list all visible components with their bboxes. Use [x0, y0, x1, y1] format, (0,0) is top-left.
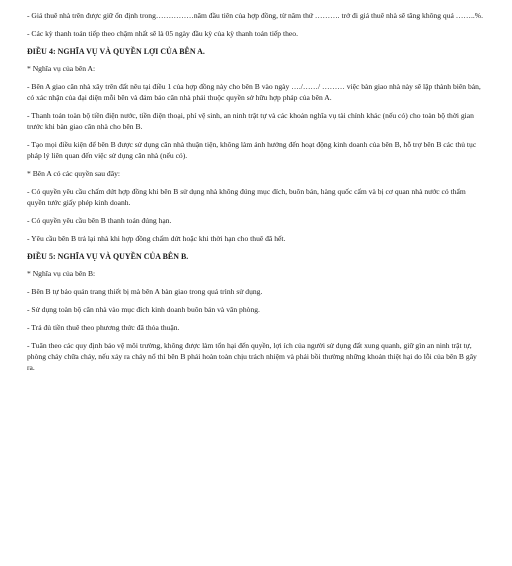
- paragraph-a-terminate: - Có quyền yêu cầu chấm dứt hợp đồng khi bên B sử dụng nhà không đúng mục đích, buôn bán, hàng quốc cấm và bị cơ quan nhà nước có thẩm quyền tước giấy phép kinh doanh.: [27, 186, 466, 208]
- paragraph-a-return-house: - Yêu cầu bên B trả lại nhà khi hợp đồng chấm dứt hoặc khi thời hạn cho thuê đã hết.: [27, 233, 286, 243]
- heading-article-4: ĐIỀU 4: NGHĨA VỤ VÀ QUYỀN LỢI CỦA BÊN A.: [27, 46, 205, 56]
- subheading-party-a-obligations: * Nghĩa vụ của bên A:: [27, 64, 96, 74]
- paragraph-a-support: - Tạo mọi điều kiện để bên B được sử dụng căn nhà thuận tiện, không làm ảnh hưởng đến hoạt động kinh doanh của bên B, hỗ trợ bên B các thủ tục pháp lý liên quan đến việc sử dụng căn nhà (nếu có).: [27, 140, 477, 161]
- subheading-party-b-obligations: * Nghĩa vụ của bên B:: [27, 269, 96, 279]
- paragraph-b-environment: - Tuân theo các quy định bảo vệ môi trường, không được làm tổn hại đến quyền, lợi ích của người sử dụng đất xung quanh, giữ gìn an ninh trật tự, phòng cháy chữa cháy, nếu xảy ra cháy nổ thì bên B phải hoàn toàn chịu trách nhiệm và phải bồi thường những khoản thiệt hại do lỗi của bên B gây ra.: [27, 340, 477, 372]
- paragraph-a-pay-utilities: - Thanh toán toàn bộ tiền điện nước, tiền điện thoại, phí vệ sinh, an ninh trật tự và các khoản nghĩa vụ tài chính khác (nếu có) cho toàn bộ thời gian trước khi bàn giao căn nhà cho bên B.: [27, 111, 474, 132]
- paragraph-a-handover: - Bên A giao căn nhà xây trên đất nêu tại điều 1 của hợp đồng này cho bên B vào ngày …./……/ ……… việc bàn giao nhà này sẽ lập thành biên bản, có xác nhận của đại diện mỗi bên và đảm bảo căn nhà phải thuộc quyền sở hữu hợp pháp của bên A.: [27, 82, 481, 103]
- subheading-party-a-rights: * Bên A có các quyền sau đây:: [27, 169, 120, 179]
- paragraph-b-preserve-equipment: - Bên B tự bảo quản trang thiết bị mà bên A bàn giao trong quá trình sử dụng.: [27, 287, 263, 297]
- paragraph-payment-deadline: - Các kỳ thanh toán tiếp theo chậm nhất sẽ là 05 ngày đầu kỳ của kỳ thanh toán tiếp theo.: [27, 28, 298, 38]
- paragraph-rent-stability: - Giá thuê nhà trên được giữ ổn định trong……………năm đầu tiên của hợp đồng, từ năm thứ ………. trở đi giá thuê nhà sẽ tăng không quá ……..%.: [27, 11, 483, 20]
- paragraph-a-payment-on-time: - Có quyền yêu cầu bên B thanh toán đúng hạn.: [27, 215, 172, 225]
- paragraph-b-pay-rent: - Trả đủ tiền thuê theo phương thức đã thỏa thuận.: [27, 322, 180, 332]
- heading-article-5: ĐIỀU 5: NGHĨA VỤ VÀ QUYỀN CỦA BÊN B.: [27, 251, 189, 261]
- paragraph-b-usage-purpose: - Sử dụng toàn bộ căn nhà vào mục đích kinh doanh buôn bán và văn phòng.: [27, 304, 260, 314]
